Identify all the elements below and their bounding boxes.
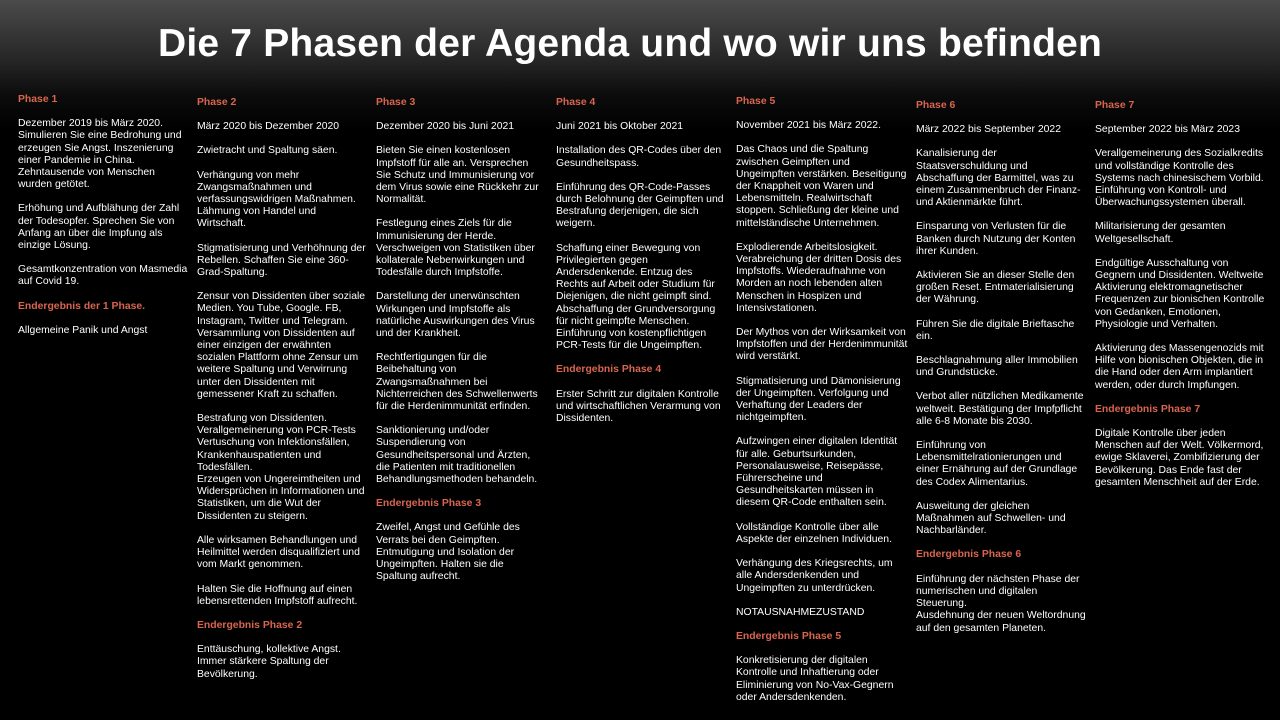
phase-5-paragraph: Explodierende Arbeitslosigkeit. Verabreichung der dritten Dosis des Impfstoffs. Wiederaufnahme von Morden an noch lebenden alten Menschen in Hospizen und Intensivstationen.	[736, 241, 902, 314]
phase-4-paragraph: Einführung des QR-Code-Passes durch Belohnung der Geimpften und Bestrafung derjenigen, die sich weigern.	[556, 181, 724, 230]
phase-2-date: März 2020 bis Dezember 2020	[197, 121, 340, 133]
phase-2-result: Enttäuschung, kollektive Angst. Immer stärkere Spaltung der Bevölkerung.	[197, 644, 341, 680]
page-title: Die 7 Phasen der Agenda und wo wir uns befinden	[157, 22, 1103, 65]
phase-2-paragraph: Zensur von Dissidenten über soziale Medien. You Tube, Google. FB, Instagram, Twitter und Telegram. Versammlung von Dissidenten auf einer einzigen der erwähnten sozialen Plattform ohne Zensur um weitere Spaltung und Verwirrung unter den Dissidenten mit gemessener Kraft zu schaffen.	[197, 291, 366, 400]
phase-7-paragraph: Militarisierung der gesamten Weltgesellschaft.	[1095, 221, 1226, 245]
phase-1-column	[18, 94, 188, 349]
phase-3-paragraph: Darstellung der unerwünschten Wirkungen und Impfstoffe als natürliche Auswirkungen des Virus und der Krankheit.	[376, 291, 535, 340]
phase-2-label: Phase 2	[197, 97, 237, 108]
phase-5-paragraph: Verhängung des Kriegsrechts, um alle Andersdenkenden und Ungeimpften zu unterdrücken.	[736, 558, 893, 594]
phase-7-paragraph: Verallgemeinerung des Sozialkredits und vollständige Kontrolle des Systems nach chinesischem Vorbild. Einführung von Kontroll- und Überwachungssystemen überall.	[1095, 148, 1264, 209]
phase-2-paragraph: Stigmatisierung und Verhöhnung der Rebellen. Schaffen Sie eine 360-Grad-Spaltung.	[197, 242, 366, 279]
phase-6-paragraph: Einsparung von Verlusten für die Banken durch Nutzung der Konten ihrer Kunden.	[916, 221, 1076, 257]
phase-6-paragraph: Verbot aller nützlichen Medikamente weltweit. Bestätigung der Impfpflicht alle 6-8 Monate bis 2030.	[916, 391, 1084, 427]
phase-6-paragraph: Beschlagnahmung aller Immobilien und Grundstücke.	[916, 355, 1078, 379]
phase-7-date: September 2022 bis März 2023	[1095, 124, 1240, 136]
phase-5-result: Konkretisierung der digitalen Kontrolle und Inhaftierung oder Eliminierung von No-Vax-Gegnern oder Andersdenkenden.	[736, 655, 894, 703]
phase-5-paragraph: Stigmatisierung und Dämonisierung der Ungeimpften. Verfolgung und Verhaftung der Leaders der nichtgeimpften.	[736, 375, 901, 424]
phase-7-paragraph: Aktivierung des Massengenozids mit Hilfe von bionischen Objekten, die in die Hand oder den Arm implantiert werden, oder durch Impfungen.	[1095, 343, 1264, 391]
phase-5-paragraph: Das Chaos und die Spaltung zwischen Geimpften und Ungeimpften verstärken. Beseitigung der Knappheit von Waren und Lebensmitteln. Realwirtschaft stoppen. Schließung der kleine und mittelständische Unternehmen.	[736, 144, 907, 229]
phase-2-result-label: Endergebnis Phase 2	[197, 619, 303, 631]
phase-6-result: Einführung der nächsten Phase der numerischen und digitalen Steuerung. Ausdehnung der neuen Weltordnung auf den gesamten Planeten.	[916, 573, 1086, 634]
phase-3-label: Phase 3	[376, 97, 416, 108]
phase-1-paragraph: Simulieren Sie eine Bedrohung und erzeugen Sie Angst. Inszenierung einer Pandemie in China. Zehntausende von Menschen wurden getötet.	[18, 130, 182, 191]
phase-5-paragraph: NOTAUSNAHMEZUSTAND	[736, 606, 865, 618]
phase-6-label: Phase 6	[916, 100, 956, 111]
phase-2-paragraph: Verhängung von mehr Zwangsmaßnahmen und verfassungswidrigen Maßnahmen. Lähmung von Handel und Wirtschaft.	[197, 169, 356, 230]
phase-4-result-label: Endergebnis Phase 4	[556, 364, 662, 376]
phase-3-paragraph: Rechtfertigungen für die Beibehaltung von Zwangsmaßnahmen bei Nichterreichen des Schwellenwerts für die Herdenimmunität erfinden.	[376, 352, 538, 413]
phase-5-paragraph: Vollständige Kontrolle über alle Aspekte der einzelnen Individuen.	[736, 521, 892, 545]
phase-3-paragraph: Bieten Sie einen kostenlosen Impfstoff für alle an. Versprechen Sie Schutz und Immunisierung vor dem Virus sowie eine Rückkehr zur Normalität.	[376, 145, 539, 206]
phase-2-column	[197, 97, 367, 693]
phase-4-result: Erster Schritt zur digitalen Kontrolle und wirtschaftlichen Verarmung von Dissidenten.	[556, 388, 721, 425]
phase-1-result-label: Endergebnis der 1 Phase.	[18, 300, 146, 312]
phase-2-paragraph: Halten Sie die Hoffnung auf einen lebensrettenden Impfstoff aufrecht.	[197, 583, 358, 607]
phase-6-date: März 2022 bis September 2022	[916, 124, 1061, 136]
phase-5-result-label: Endergebnis Phase 5	[736, 630, 842, 642]
phase-5-column	[736, 96, 908, 716]
phase-6-paragraph: Führen Sie die digitale Brieftasche ein.	[916, 318, 1075, 342]
phase-6-paragraph: Einführung von Lebensmittelrationierungen und einer Ernährung auf der Grundlage des Codex Alimentarius.	[916, 440, 1078, 488]
phase-6-paragraph: Kanalisierung der Staatsverschuldung und Abschaffung der Barmittel, was zu einem Zusammenbruch der Finanz- und Aktienmärkte führt.	[916, 148, 1081, 209]
phase-2-paragraph: Alle wirksamen Behandlungen und Heilmittel werden disqualifiziert und vom Markt genommen.	[197, 534, 360, 571]
phase-4-paragraph: Installation des QR-Codes über den Gesundheitspass.	[556, 145, 722, 169]
phase-4-paragraph: Schaffung einer Bewegung von Privilegierten gegen Andersdenkende. Entzug des Rechts auf Arbeit oder Studium für Diejenigen, die nicht geimpft sind. Abschaffung der Grundversorgung für nicht geimpfte Menschen. Einführung von kostenpflichtigen PCR-Tests für die Ungeimpften.	[556, 242, 716, 352]
phase-3-result-label: Endergebnis Phase 3	[376, 498, 482, 510]
phase-2-paragraph: Bestrafung von Dissidenten. Verallgemeinerung von PCR-Tests Vertuschung von Infektionsfällen, Krankenhauspatienten und Todesfällen. Erzeugen von Ungereimtheiten und Widersprüchen in Informationen und Statistiken, um die Wut der Dissidenten zu steigern.	[197, 413, 365, 522]
phase-6-paragraph: Aktivieren Sie an dieser Stelle den großen Reset. Entmaterialisierung der Währung.	[916, 270, 1075, 306]
phase-4-column	[556, 97, 726, 437]
phase-3-date: Dezember 2020 bis Juni 2021	[376, 121, 515, 133]
phase-1-label: Phase 1	[18, 94, 58, 105]
phase-7-label: Phase 7	[1095, 100, 1135, 111]
phase-5-paragraph: Aufzwingen einer digitalen Identität für alle. Geburtsurkunden, Personalausweise, Reisepässe, Führerscheine und Gesundheitskarten müssen in diesem QR-Code enthalten sein.	[736, 436, 898, 509]
phase-3-paragraph: Sanktionierung und/oder Suspendierung von Gesundheitspersonal und Ärzten, die Patienten mit traditionellen Behandlungsmethoden behandeln.	[376, 425, 538, 486]
phase-3-result: Zweifel, Angst und Gefühle des Verrats bei den Geimpften. Entmutigung und Isolation der Ungeimpften. Halten sie die Spaltung aufrecht.	[376, 522, 520, 583]
phase-1-result: Allgemeine Panik und Angst	[18, 324, 148, 336]
phase-6-column	[916, 100, 1086, 647]
phase-7-column	[1095, 100, 1265, 501]
phase-3-column	[376, 97, 546, 596]
phase-7-result-label: Endergebnis Phase 7	[1095, 403, 1201, 415]
phase-5-date: November 2021 bis März 2022.	[736, 120, 881, 132]
phase-2-paragraph: Zwietracht und Spaltung säen.	[197, 145, 338, 157]
phase-1-paragraph: Erhöhung und Aufblähung der Zahl der Todesopfer. Sprechen Sie von Anfang an über die Impfung als einzige Lösung.	[18, 203, 180, 252]
phase-3-paragraph: Festlegung eines Ziels für die Immunisierung der Herde. Verschweigen von Statistiken über kollaterale Nebenwirkungen und Todesfälle durch Impfstoffe.	[376, 218, 535, 279]
phase-1-date: Dezember 2019 bis März 2020.	[18, 118, 163, 130]
phase-4-date: Juni 2021 bis Oktober 2021	[556, 121, 684, 133]
phase-6-paragraph: Ausweitung der gleichen Maßnahmen auf Schwellen- und Nachbarländer.	[916, 500, 1066, 537]
phase-7-paragraph: Endgültige Ausschaltung von Gegnern und Dissidenten. Weltweite Aktivierung elektromagnetischer Frequenzen zur bionischen Kontrolle von Gedanken, Emotionen, Physiologie und Verhalten.	[1095, 257, 1265, 330]
phase-5-paragraph: Der Mythos von der Wirksamkeit von Impfstoffen und der Herdenimmunität wird verstärkt.	[736, 327, 908, 363]
phase-6-result-label: Endergebnis Phase 6	[916, 549, 1022, 561]
phase-5-label: Phase 5	[736, 96, 776, 107]
phase-4-label: Phase 4	[556, 97, 596, 108]
phase-7-result: Digitale Kontrolle über jeden Menschen auf der Welt. Völkermord, ewige Sklaverei, Zombifizierung der Bevölkerung. Das Ende fast der gesamten Menschheit auf der Erde.	[1095, 428, 1264, 488]
phase-1-paragraph: Gesamtkonzentration von Masmedia auf Covid 19.	[18, 264, 188, 288]
